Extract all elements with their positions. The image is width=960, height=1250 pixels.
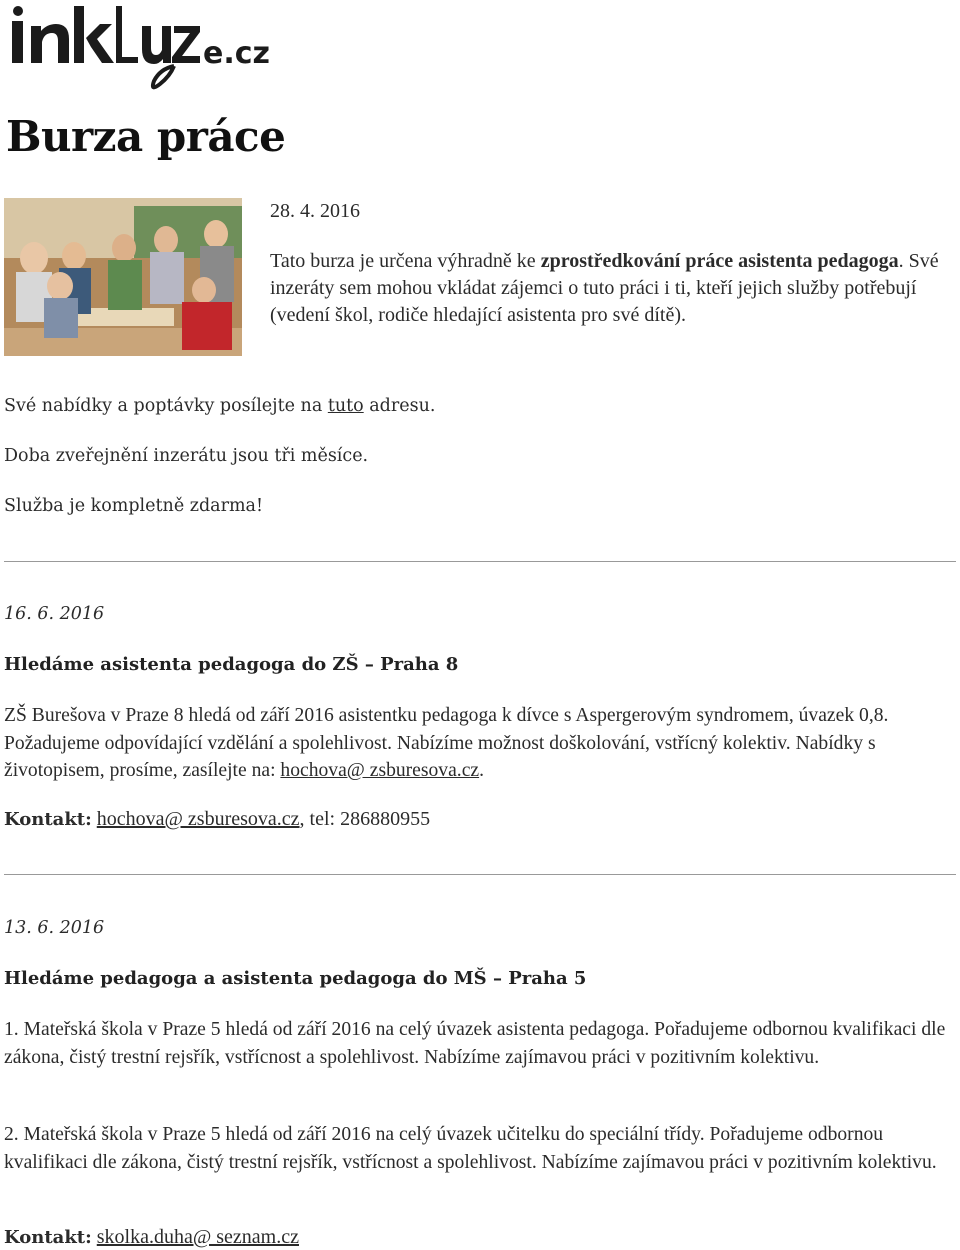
ad-email-link[interactable]: hochova@ zsburesova.cz [280, 760, 480, 781]
email-address-link[interactable]: tuto [327, 396, 364, 416]
intro-date: 28. 4. 2016 [270, 200, 360, 222]
contact-label: Kontakt: [4, 809, 92, 830]
divider [4, 561, 956, 562]
contact-email-link[interactable]: skolka.duha@ seznam.cz [96, 1226, 299, 1248]
page-title: Burza práce [6, 112, 286, 161]
site-logo[interactable] [4, 2, 270, 94]
svg-text:e.cz: e.cz [203, 36, 270, 71]
ad-item-2: 2. Mateřská škola v Praze 5 hledá od září 2016 na celý úvazek učitelku do speciální třídy. Pořadujeme odbornou kvalifikaci dle zákona, čistý trestní rejsřík, vstřícnost a spolehlivost. Nabízíme zajímavou práci v pozitivním kolektivu. [4, 1124, 937, 1173]
ad-item-1: 1. Mateřská škola v Praze 5 hledá od září 2016 na celý úvazek asistenta pedagoga. Pořadujeme odbornou kvalifikaci dle zákona, čistý trestní rejsřík, vstřícnost a spolehlivost. Nabízíme zajímavou práci v pozitivním kolektivu. [4, 1019, 946, 1068]
ad-contact: Kontakt: hochova@ zsburesova.cz, tel: 286880955 [4, 808, 431, 830]
contact-email-link[interactable]: hochova@ zsburesova.cz [96, 808, 300, 830]
ad-contact [4, 1226, 299, 1249]
intro-paragraph: Tato burza je určena výhradně ke zprostředkování práce asistenta pedagoga. Své inzeráty sem mohou vkládat zájemci o tuto práci i ti, kteří jejich služby potřebují (vedení škol, rodiče hledající asistenta pro své dítě). [270, 250, 939, 326]
ad-title: Hledáme asistenta pedagoga do ZŠ – Praha 8 [4, 654, 459, 675]
intro-highlight: zprostředkování práce asistenta pedagoga [540, 250, 899, 272]
send-instructions: Své nabídky a poptávky posílejte na tuto adresu. [4, 396, 436, 416]
free-note: Služba je kompletně zdarma! [4, 496, 264, 516]
duration-note: Doba zveřejnění inzerátu jsou tři měsíce. [4, 446, 369, 466]
ad-date: 13. 6. 2016 [4, 918, 105, 938]
classroom-photo [4, 198, 242, 356]
contact-label: Kontakt: [4, 1227, 92, 1248]
divider [4, 874, 956, 875]
ad-title: Hledáme pedagoga a asistenta pedagoga do MŠ – Praha 5 [4, 968, 587, 989]
ad-date: 16. 6. 2016 [4, 604, 105, 624]
ad-description: ZŠ Burešova v Praze 8 hledá od září 2016 asistentku pedagoga k dívce s Aspergerovým syndromem, úvazek 0,8. Požadujeme odpovídající vzdělání a spolehlivost. Nabízíme možnost doškolování, vstřícný kolektiv. Nabídky s životopisem, prosíme, zasílejte na: hochova@ zsburesova.cz. [4, 705, 889, 781]
